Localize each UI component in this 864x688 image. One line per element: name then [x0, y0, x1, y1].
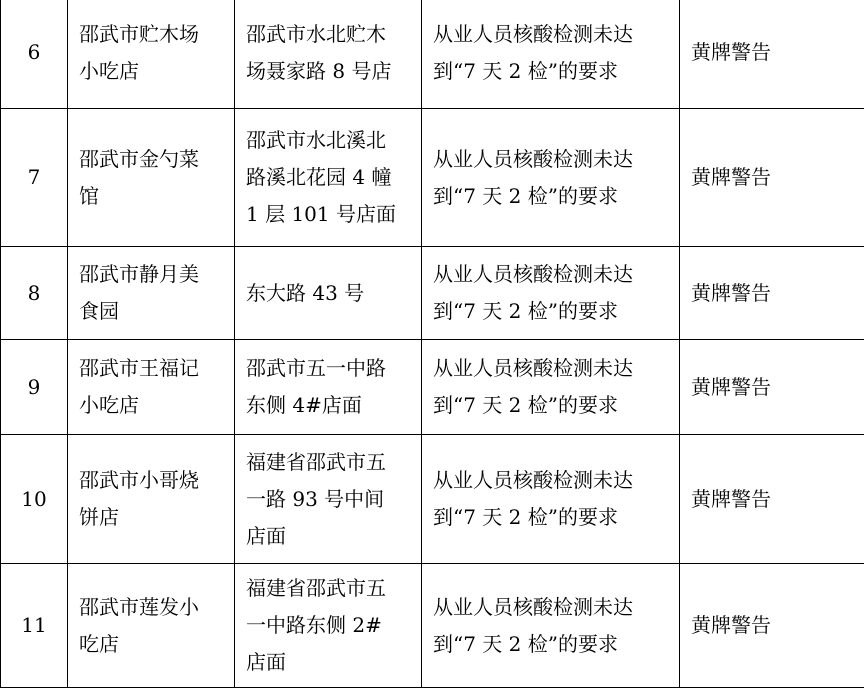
address-line: 场聂家路 8 号店 [246, 58, 392, 83]
business-name-line: 小吃店 [79, 393, 139, 417]
business-name-line: 邵武市王福记 [79, 356, 199, 380]
row-number: 7 [1, 109, 68, 247]
business-name [68, 435, 235, 564]
row-number: 9 [1, 340, 68, 435]
business-name [68, 340, 235, 435]
violation-description [422, 435, 680, 564]
row-number: 8 [1, 247, 68, 340]
business-address [235, 109, 422, 247]
business-name-line: 馆 [79, 183, 99, 208]
issue-line: 从业人员核酸检测未达 [433, 594, 633, 619]
row-number: 10 [1, 435, 68, 564]
address-line: 路溪北花园 4 幢 [246, 165, 392, 189]
business-name-line: 饼店 [79, 505, 119, 529]
address-line: 邵武市水北贮木 [246, 21, 386, 46]
business-name-line: 邵武市金勺菜 [79, 146, 199, 171]
address-line: 店面 [246, 523, 286, 548]
issue-line: 到“7 天 2 检”的要求 [433, 299, 618, 323]
table-row [1, 0, 864, 109]
business-name-line: 邵武市静月美 [79, 262, 199, 286]
violation-description [422, 109, 680, 247]
penalty-action: 黄牌警告 [680, 109, 864, 247]
address-line: 邵武市水北溪北 [246, 128, 386, 152]
table-row [1, 340, 864, 435]
address-line: 一路 93 号中间 [246, 486, 385, 511]
violation-description [422, 340, 680, 435]
business-name-line: 邵武市莲发小 [79, 594, 199, 619]
table-row [1, 247, 864, 340]
address-line: 邵武市五一中路 [246, 356, 386, 380]
penalty-action: 黄牌警告 [680, 435, 864, 564]
business-address [235, 247, 422, 340]
penalty-action: 黄牌警告 [680, 340, 864, 435]
business-address [235, 435, 422, 564]
issue-line: 从业人员核酸检测未达 [433, 262, 633, 286]
address-line: 东侧 4#店面 [246, 393, 362, 417]
business-name-line: 邵武市小哥烧 [79, 468, 199, 492]
issue-line: 到“7 天 2 检”的要求 [433, 631, 618, 656]
business-address [235, 564, 422, 688]
penalty-action: 黄牌警告 [680, 0, 864, 109]
violation-description [422, 247, 680, 340]
business-address [235, 340, 422, 435]
violation-description [422, 564, 680, 688]
business-name [68, 564, 235, 688]
table-row [1, 435, 864, 564]
business-name-line: 吃店 [79, 631, 119, 656]
business-name [68, 0, 235, 109]
violation-description [422, 0, 680, 109]
address-line: 福建省邵武市五 [246, 576, 386, 600]
issue-line: 从业人员核酸检测未达 [433, 356, 633, 380]
business-name-line: 邵武市贮木场 [79, 21, 199, 46]
address-line: 店面 [246, 650, 286, 674]
business-address [235, 0, 422, 109]
issue-line: 从业人员核酸检测未达 [433, 468, 633, 492]
address-line: 一中路东侧 2# [246, 613, 382, 637]
row-number: 11 [1, 564, 68, 688]
address-line: 1 层 101 号店面 [246, 202, 396, 226]
issue-line: 从业人员核酸检测未达 [433, 21, 633, 46]
address-line: 东大路 43 号 [246, 280, 365, 305]
business-name-line: 食园 [79, 299, 119, 323]
table-row [1, 109, 864, 247]
issue-line: 到“7 天 2 检”的要求 [433, 505, 618, 529]
address-line: 福建省邵武市五 [246, 449, 386, 474]
penalty-action: 黄牌警告 [680, 564, 864, 688]
issue-line: 到“7 天 2 检”的要求 [433, 393, 618, 417]
issue-line: 到“7 天 2 检”的要求 [433, 183, 618, 208]
business-name [68, 109, 235, 247]
row-number: 6 [1, 0, 68, 109]
business-name-line: 小吃店 [79, 58, 139, 83]
issue-line: 到“7 天 2 检”的要求 [433, 58, 618, 83]
business-name [68, 247, 235, 340]
table-row [1, 564, 864, 688]
issue-line: 从业人员核酸检测未达 [433, 146, 633, 171]
penalty-action: 黄牌警告 [680, 247, 864, 340]
